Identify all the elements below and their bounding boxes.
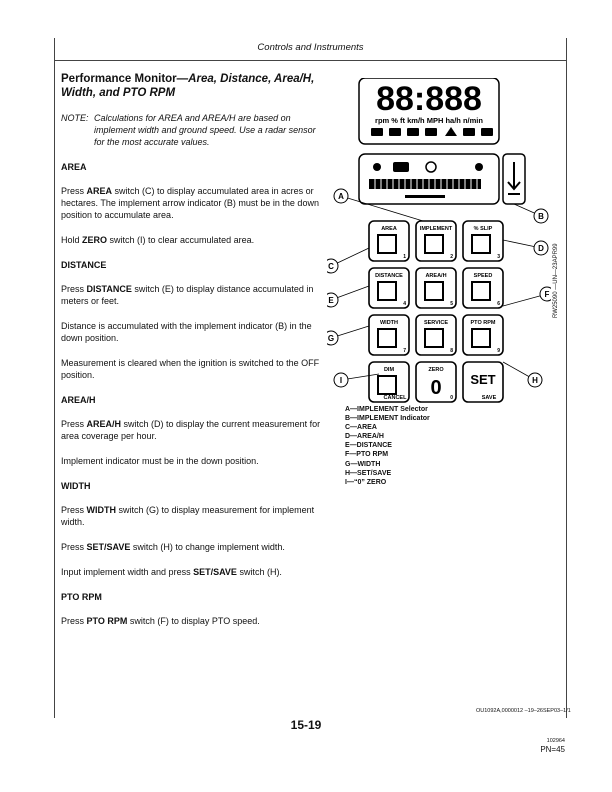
svg-text:E: E: [328, 296, 334, 305]
button-label: AREA/H: [425, 273, 447, 279]
button-label: SERVICE: [423, 320, 449, 326]
monitor-button-pto-rpm[interactable]: [463, 315, 503, 355]
doc-code: OU1092A,0000012 –19–26SEP03–1/1: [476, 708, 571, 714]
svg-text:G: G: [327, 334, 335, 343]
monitor-button--slip[interactable]: [463, 221, 503, 261]
callout-d: [503, 240, 548, 255]
legend-item: H—SET/SAVE: [345, 469, 392, 477]
pto-para-1: Press PTO RPM switch (F) to display PTO speed.: [61, 616, 260, 626]
page-number: 15-19: [290, 718, 322, 732]
lcd-icon-row: [371, 127, 493, 136]
button-number: 3: [497, 254, 500, 260]
legend-item: G—WIDTH: [345, 460, 381, 468]
callout-g: [327, 326, 369, 345]
button-number: 4: [403, 301, 406, 307]
callout-h: [503, 362, 542, 387]
button-number: 0: [450, 395, 453, 401]
width-para-2: Press SET/SAVE switch (H) to change implement width.: [61, 542, 285, 552]
button-number: 5: [450, 301, 453, 307]
monitor-button-width[interactable]: [369, 315, 409, 355]
lcd-units: rpm % ft km/h MPH ha/h n/min: [375, 116, 483, 125]
legend-item: E—DISTANCE: [345, 442, 392, 450]
button-label: SET: [470, 372, 496, 387]
svg-text:H: H: [532, 376, 538, 385]
button-label: PTO RPM: [470, 320, 496, 326]
legend-item: B—IMPLEMENT Indicator: [345, 415, 430, 423]
area-h-para-2: Implement indicator must be in the down position.: [61, 456, 259, 466]
note-label: NOTE:: [61, 113, 89, 123]
button-number: 8: [450, 348, 453, 354]
button-big-glyph: 0: [430, 377, 442, 399]
svg-text:B: B: [538, 212, 544, 221]
legend-item: A—IMPLEMENT Selector: [345, 406, 428, 413]
monitor-diagram: [327, 78, 551, 434]
monitor-button-service[interactable]: [416, 315, 456, 355]
button-number: 1: [403, 254, 406, 260]
legend-item: C—AREA: [345, 424, 377, 432]
note: [61, 112, 323, 148]
legend: [345, 405, 430, 487]
width-para-3: Input implement width and press SET/SAVE switch (H).: [61, 567, 282, 577]
body-text: [61, 72, 323, 640]
button-label: SPEED: [473, 273, 493, 279]
figure-code: RW25090 —UN—23APR99: [553, 243, 559, 318]
distance-para-3: Measurement is cleared when the ignition is switched to the OFF position.: [61, 358, 320, 380]
monitor-button-distance[interactable]: [369, 268, 409, 308]
button-number: 7: [403, 348, 406, 354]
monitor-button-speed[interactable]: [463, 268, 503, 308]
button-label: DISTANCE: [375, 273, 403, 279]
area-h-para-1: Press AREA/H switch (D) to display the current measurement for area coverage per hour.: [61, 419, 321, 441]
section-header: Controls and Instruments: [257, 42, 364, 53]
area-para-1: Press AREA switch (C) to display accumulated area in acres or hectares. The implement arrow indicator (B) must be in the down position to accumulate area.: [61, 186, 319, 220]
legend-item: D—AREA/H: [345, 433, 384, 441]
button-label: AREA: [381, 226, 397, 232]
button-label: IMPLEMENT: [419, 226, 453, 232]
svg-text:A: A: [338, 192, 344, 201]
monitor-button-area-h[interactable]: [416, 268, 456, 308]
monitor-button-dim[interactable]: [369, 362, 409, 402]
heading-area: AREA: [61, 162, 87, 172]
button-label: DIM: [383, 367, 395, 373]
legend-item: F—PTO RPM: [345, 451, 389, 459]
page-title: Performance Monitor—Area, Distance, Area/H, Width, and PTO RPM: [61, 73, 315, 99]
heading-distance: DISTANCE: [61, 260, 107, 270]
bargraph-segments: [369, 179, 481, 189]
button-sublabel: SAVE: [481, 395, 497, 401]
heading-pto: PTO RPM: [61, 592, 102, 602]
page-frame: [54, 38, 567, 718]
button-sublabel: CANCEL: [383, 395, 407, 401]
monitor-button-zero[interactable]: [416, 362, 456, 402]
svg-text:D: D: [538, 244, 544, 253]
callout-e: [327, 286, 369, 307]
svg-text:C: C: [328, 262, 334, 271]
footer-code: 102964: [546, 738, 565, 744]
button-number: 6: [497, 301, 500, 307]
button-label: ZERO: [428, 367, 444, 373]
legend-item: I—“0” ZERO: [345, 478, 387, 486]
distance-para-2: Distance is accumulated with the implement indicator (B) in the down position.: [61, 321, 312, 343]
lcd-digits: 88:888: [376, 80, 482, 118]
area-para-2: Hold ZERO switch (I) to clear accumulated area.: [61, 235, 255, 245]
monitor-button-set[interactable]: [463, 362, 503, 402]
monitor-button-area[interactable]: [369, 221, 409, 261]
button-label: % SLIP: [473, 226, 493, 232]
button-grid: [369, 221, 503, 402]
note-text: Calculations for AREA and AREA/H are based on implement width and ground speed. Use a radar sensor for the most accurate values.: [94, 113, 316, 147]
callout-c: [327, 248, 369, 273]
svg-text:F: F: [544, 290, 550, 299]
pn-number: PN=45: [540, 745, 565, 754]
width-para-1: Press WIDTH switch (G) to display measurement for implement width.: [61, 505, 315, 527]
callout-b: [514, 204, 548, 223]
heading-area-h: AREA/H: [61, 395, 96, 405]
heading-width: WIDTH: [61, 481, 91, 491]
button-label: WIDTH: [379, 320, 399, 326]
distance-para-1: Press DISTANCE switch (E) to display distance accumulated in meters or feet.: [61, 284, 314, 306]
callout-f: [503, 287, 551, 306]
button-number: 2: [450, 254, 453, 260]
button-number: 9: [497, 348, 500, 354]
header-rule: [55, 60, 566, 61]
monitor-button-implement[interactable]: [416, 221, 456, 261]
svg-text:I: I: [339, 376, 343, 385]
